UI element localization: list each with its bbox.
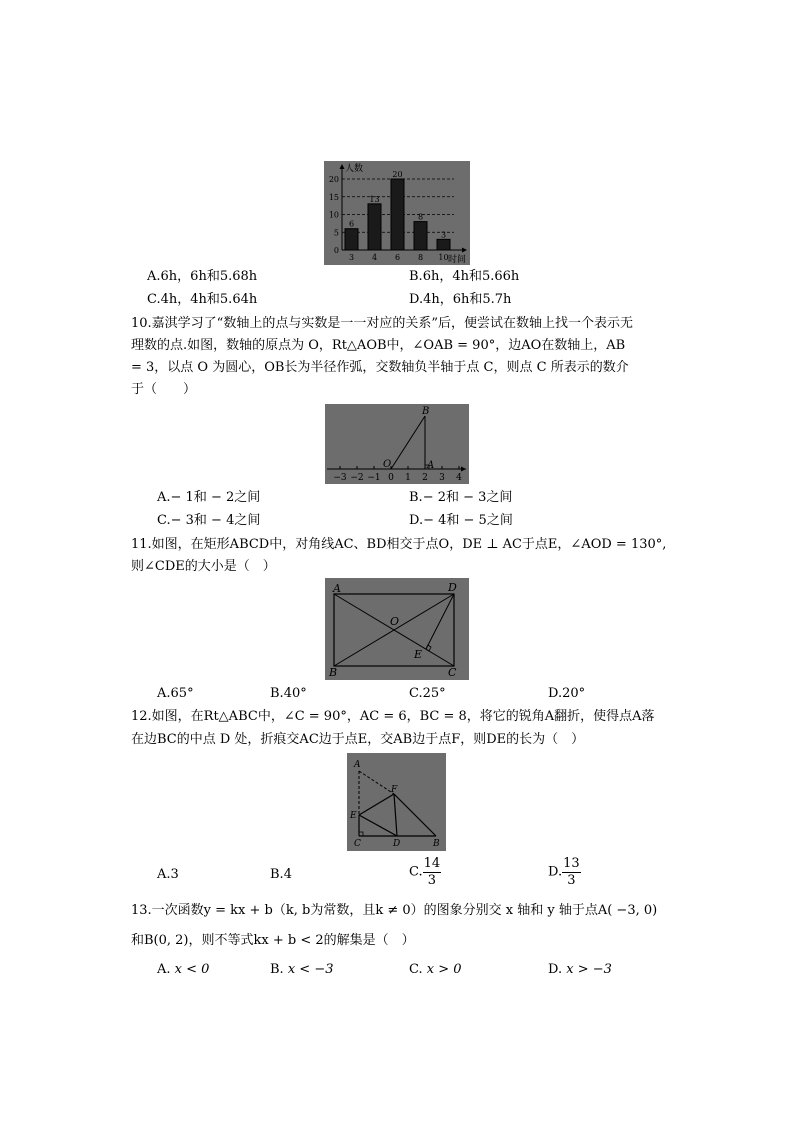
label-d: D — [393, 839, 401, 849]
q13-option-b[interactable] — [270, 961, 333, 979]
q13-stem-line-2: 和B(0, 2)，则不等式kx + b < 2的解集是（ ） — [131, 933, 415, 948]
q10-option-b[interactable] — [409, 489, 512, 507]
q10-stem-line-3: = 3，以点 O 为圆心，OB长为半径作弧，交数轴负半轴于点 C，则点 C 所表示的数介 — [131, 360, 629, 375]
fraction — [562, 856, 581, 889]
option-label: B. — [270, 962, 284, 977]
bar — [345, 229, 358, 250]
x-tick-label: 3 — [348, 253, 355, 262]
bar-data-label: 6 — [348, 219, 355, 229]
number-line-figure — [325, 404, 469, 484]
bar-chart-figure — [324, 161, 470, 265]
option-text: 20° — [562, 686, 586, 701]
q12-option-a[interactable] — [157, 866, 179, 884]
q12-stem-line-1: 12.如图，在Rt△ABC中，∠C = 90°，AC = 6，BC = 8，将它的锐角A翻折，使得点A落 — [131, 709, 655, 724]
bar — [368, 204, 381, 250]
q10-stem-line-2: 理数的点.如图，数轴的原点为 O，Rt△AOB中，∠OAB = 90°，边AO在数轴上，AB — [131, 338, 626, 353]
option-label: A. — [157, 686, 171, 701]
q12-option-c[interactable] — [409, 856, 441, 889]
x-tick-label: 8 — [417, 253, 424, 262]
label-f: F — [391, 785, 398, 795]
label-a: A — [354, 760, 361, 770]
x-axis-label: 时间 — [448, 255, 467, 265]
y-axis-label: 人数 — [345, 164, 364, 174]
option-text: − 2和 − 3之间 — [422, 490, 513, 505]
option-text: x < 0 — [174, 962, 210, 977]
option-label: C. — [409, 864, 423, 880]
q13-stem-line-1: 13.一次函数y = kx + b（k, b为常数，且k ≠ 0）的图象分别交 x 轴和 y 轴于点A( −3, 0) — [131, 903, 658, 918]
option-text: 3 — [170, 867, 179, 882]
label-b: B — [433, 839, 440, 849]
q11-option-c[interactable] — [409, 685, 446, 703]
option-label: D. — [409, 292, 424, 307]
option-label: D. — [548, 962, 563, 977]
option-text: 40° — [283, 686, 307, 701]
option-label: D. — [548, 864, 563, 880]
bar — [391, 179, 404, 250]
label-o: O — [390, 615, 400, 628]
q9-option-a[interactable] — [147, 268, 257, 286]
label-b: B — [329, 666, 338, 679]
x-tick-label: 4 — [371, 253, 378, 262]
q13-option-d[interactable] — [548, 961, 612, 979]
option-label: B. — [270, 867, 284, 882]
q11-stem-line-2: 则∠CDE的大小是（ ） — [131, 559, 276, 574]
bar-data-label: 8 — [417, 212, 424, 222]
option-text: x < −3 — [287, 962, 334, 977]
tick-label: 1 — [405, 473, 411, 483]
label-o: O — [383, 459, 392, 470]
option-label: C. — [157, 513, 171, 528]
option-label: A. — [147, 269, 161, 284]
option-label: A. — [157, 490, 171, 505]
fraction-denominator: 3 — [427, 873, 437, 888]
bar-data-label: 3 — [440, 230, 447, 240]
y-tick-label: 20 — [328, 175, 339, 184]
y-tick-label: 10 — [328, 210, 339, 220]
y-tick-label: 0 — [333, 246, 339, 255]
option-text: − 3和 − 4之间 — [170, 513, 261, 528]
label-d: D — [448, 581, 457, 594]
label-a: A — [427, 460, 435, 471]
option-label: B. — [270, 686, 284, 701]
option-text: 25° — [422, 686, 446, 701]
label-c: C — [448, 666, 457, 679]
q9-option-c[interactable] — [147, 291, 257, 309]
tick-label: 0 — [388, 473, 394, 483]
label-e: E — [350, 811, 357, 821]
option-text: − 1和 − 2之间 — [170, 490, 261, 505]
label-e: E — [414, 648, 423, 661]
q13-option-c[interactable] — [409, 961, 462, 979]
figure-background — [325, 404, 469, 484]
q11-option-d[interactable] — [548, 685, 585, 703]
tick-label: 3 — [439, 473, 445, 483]
option-label: A. — [157, 867, 171, 882]
q12-option-d[interactable] — [548, 856, 581, 889]
option-text: x > 0 — [426, 962, 462, 977]
bar-data-label: 13 — [369, 194, 380, 204]
q10-option-d[interactable] — [409, 512, 513, 530]
option-label: D. — [409, 513, 424, 528]
q10-stem-line-4: 于（ ） — [131, 382, 197, 397]
tick-label: −2 — [350, 473, 364, 483]
rectangle-figure — [325, 578, 469, 680]
bar — [437, 239, 450, 250]
q11-option-a[interactable] — [157, 685, 194, 703]
triangle-figure — [347, 753, 446, 851]
q9-option-d[interactable] — [409, 291, 511, 309]
option-text: 65° — [170, 686, 194, 701]
option-text: 4h，4h和5.64h — [160, 292, 258, 307]
label-b: B — [422, 406, 430, 417]
option-text: − 4和 − 5之间 — [423, 513, 513, 528]
q13-option-a[interactable] — [157, 961, 209, 979]
option-text: 6h，4h和5.66h — [422, 269, 520, 284]
option-text: 4 — [283, 867, 292, 882]
bar — [414, 222, 427, 250]
q12-stem-line-2: 在边BC的中点 D 处，折痕交AC边于点E，交AB边于点F，则DE的长为（ ） — [131, 732, 585, 747]
q11-stem-line-1: 11.如图，在矩形ABCD中，对角线AC、BD相交于点O，DE ⊥ AC于点E，∠AOD = 130°, — [131, 537, 667, 552]
tick-label: 4 — [456, 473, 462, 483]
tick-label: −3 — [333, 473, 347, 483]
tick-label: −1 — [367, 473, 381, 483]
x-tick-label: 10 — [438, 253, 449, 262]
fraction-denominator: 3 — [567, 873, 576, 888]
option-label: B. — [409, 490, 423, 505]
q10-option-c[interactable] — [157, 512, 260, 530]
label-a: A — [333, 582, 341, 595]
tick-label: 2 — [422, 473, 428, 483]
q11-option-b[interactable] — [270, 685, 307, 703]
fraction — [423, 856, 442, 889]
option-label: A. — [157, 962, 171, 977]
q12-option-b[interactable] — [270, 866, 292, 884]
fraction-numerator: 14 — [423, 856, 441, 871]
option-text: 6h，6h和5.68h — [160, 269, 258, 284]
q9-option-b[interactable] — [409, 268, 519, 286]
label-c: C — [354, 839, 361, 849]
option-text: 4h，6h和5.7h — [423, 292, 512, 307]
y-tick-label: 5 — [333, 228, 339, 238]
option-label: D. — [548, 686, 563, 701]
option-label: C. — [147, 292, 161, 307]
fraction-numerator: 13 — [563, 856, 580, 871]
q10-option-a[interactable] — [157, 489, 260, 507]
y-tick-label: 15 — [328, 192, 339, 202]
option-text: x > −3 — [566, 962, 612, 977]
option-label: B. — [409, 269, 423, 284]
option-label: C. — [409, 686, 423, 701]
option-label: C. — [409, 962, 423, 977]
bar-data-label: 20 — [392, 170, 403, 179]
x-tick-label: 6 — [394, 253, 401, 262]
q10-stem-line-1: 10.嘉淇学习了“数轴上的点与实数是一一对应的关系”后，便尝试在数轴上找一个表示无 — [131, 316, 633, 331]
